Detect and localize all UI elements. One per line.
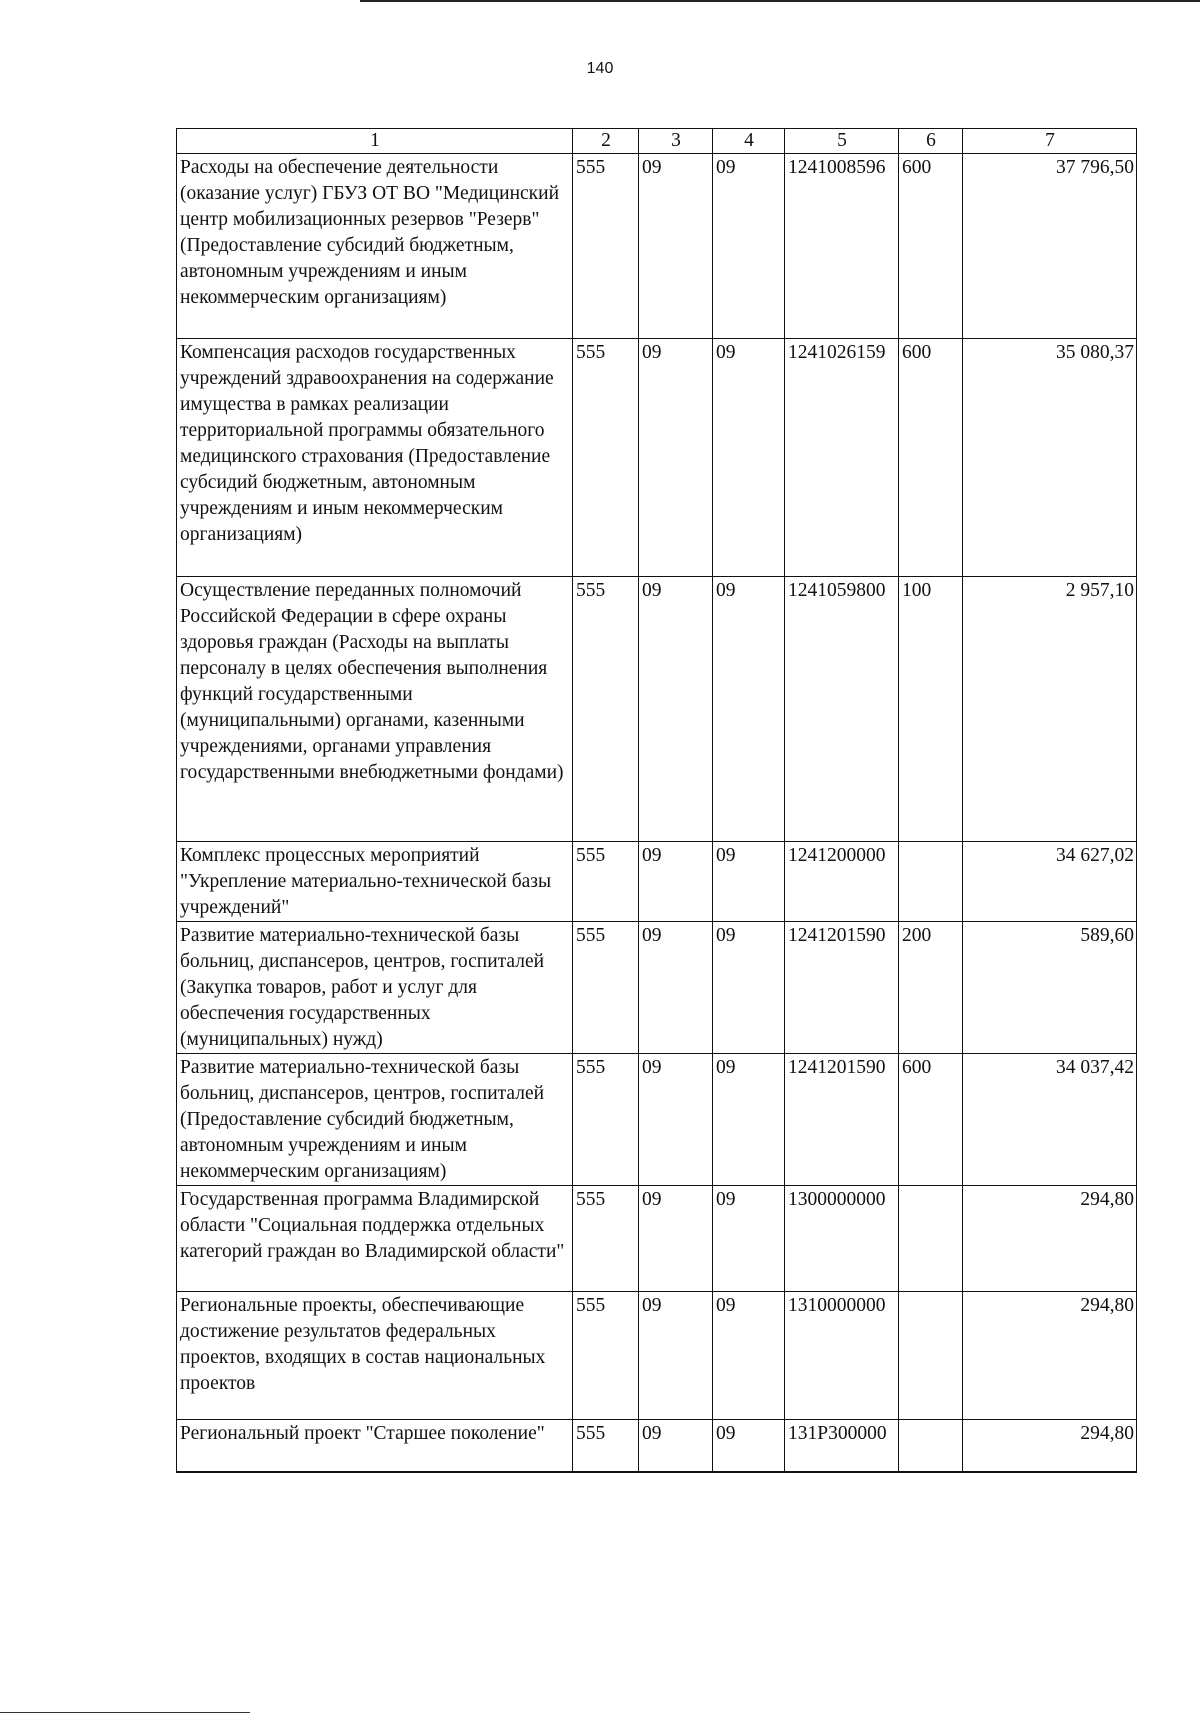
expense-type-code: 600 (899, 154, 963, 339)
amount: 34 037,42 (963, 1054, 1137, 1186)
section-code: 09 (639, 922, 713, 1054)
subsection-code: 09 (713, 154, 785, 339)
expense-name: Развитие материально-технической базы больниц, диспансеров, центров, госпиталей (Предоставление субсидий бюджетным, автономным учреждениям и иным некоммерческим организациям) (177, 1054, 573, 1186)
table-row (177, 577, 1137, 842)
column-header: 5 (785, 129, 899, 154)
amount: 2 957,10 (963, 577, 1137, 842)
amount: 34 627,02 (963, 842, 1137, 922)
expense-name: Развитие материально-технической базы больниц, диспансеров, центров, госпиталей (Закупка товаров, работ и услуг для обеспечения государственных (муниципальных) нужд) (177, 922, 573, 1054)
amount: 294,80 (963, 1292, 1137, 1420)
grbs-code: 555 (573, 1292, 639, 1420)
amount: 35 080,37 (963, 339, 1137, 577)
table-row (177, 154, 1137, 339)
column-header: 4 (713, 129, 785, 154)
page-number: 140 (586, 60, 614, 77)
section-code: 09 (639, 339, 713, 577)
subsection-code: 09 (713, 922, 785, 1054)
section-code: 09 (639, 1420, 713, 1472)
column-header: 6 (899, 129, 963, 154)
column-number-row (177, 129, 1137, 154)
section-code: 09 (639, 154, 713, 339)
expense-name: Государственная программа Владимирской области "Социальная поддержка отдельных категорий граждан во Владимирской области" (177, 1186, 573, 1292)
target-article-code: 1241200000 (785, 842, 899, 922)
expense-name: Осуществление переданных полномочий Российской Федерации в сфере охраны здоровья граждан (Расходы на выплаты персоналу в целях обеспечения выполнения функций государственными (муниципальными) органами, казенными учреждениями, органами управления государственными внебюджетными фондами) (177, 577, 573, 842)
column-header: 7 (963, 129, 1137, 154)
top-rule (360, 0, 1200, 2)
expense-name: Региональный проект "Старшее поколение" (177, 1420, 573, 1472)
expense-type-code (899, 1420, 963, 1472)
subsection-code: 09 (713, 1292, 785, 1420)
expense-type-code: 200 (899, 922, 963, 1054)
subsection-code: 09 (713, 1186, 785, 1292)
table-row (177, 1420, 1137, 1472)
expense-type-code (899, 842, 963, 922)
target-article-code: 1241008596 (785, 154, 899, 339)
amount: 294,80 (963, 1420, 1137, 1472)
expense-type-code: 100 (899, 577, 963, 842)
grbs-code: 555 (573, 154, 639, 339)
grbs-code: 555 (573, 842, 639, 922)
grbs-code: 555 (573, 1054, 639, 1186)
expense-type-code: 600 (899, 1054, 963, 1186)
grbs-code: 555 (573, 1186, 639, 1292)
bottom-left-rule (0, 1712, 250, 1713)
grbs-code: 555 (573, 339, 639, 577)
table-row (177, 842, 1137, 922)
section-code: 09 (639, 1054, 713, 1186)
target-article-code: 1241201590 (785, 1054, 899, 1186)
expense-name: Региональные проекты, обеспечивающие достижение результатов федеральных проектов, входящих в состав национальных проектов (177, 1292, 573, 1420)
table-row (177, 1186, 1137, 1292)
section-code: 09 (639, 842, 713, 922)
expense-type-code (899, 1292, 963, 1420)
column-header: 1 (177, 129, 573, 154)
table-row (177, 1292, 1137, 1420)
section-code: 09 (639, 577, 713, 842)
subsection-code: 09 (713, 577, 785, 842)
subsection-code: 09 (713, 1420, 785, 1472)
expense-name: Компенсация расходов государственных учреждений здравоохранения на содержание имущества в рамках реализации территориальной программы обязательного медицинского страхования (Предоставление субсидий бюджетным, автономным учреждениям и иным некоммерческим организациям) (177, 339, 573, 577)
target-article-code: 1241026159 (785, 339, 899, 577)
budget-table (176, 128, 1137, 1473)
column-header: 2 (573, 129, 639, 154)
grbs-code: 555 (573, 577, 639, 842)
column-header: 3 (639, 129, 713, 154)
target-article-code: 1241201590 (785, 922, 899, 1054)
subsection-code: 09 (713, 1054, 785, 1186)
subsection-code: 09 (713, 842, 785, 922)
amount: 589,60 (963, 922, 1137, 1054)
expense-name: Расходы на обеспечение деятельности (оказание услуг) ГБУЗ ОТ ВО "Медицинский центр мобилизационных резервов "Резерв" (Предоставление субсидий бюджетным, автономным учреждениям и иным некоммерческим организациям) (177, 154, 573, 339)
target-article-code: 1310000000 (785, 1292, 899, 1420)
subsection-code: 09 (713, 339, 785, 577)
table-row (177, 1054, 1137, 1186)
expense-type-code: 600 (899, 339, 963, 577)
section-code: 09 (639, 1186, 713, 1292)
section-code: 09 (639, 1292, 713, 1420)
amount: 37 796,50 (963, 154, 1137, 339)
target-article-code: 1241059800 (785, 577, 899, 842)
target-article-code: 131P300000 (785, 1420, 899, 1472)
expense-type-code (899, 1186, 963, 1292)
grbs-code: 555 (573, 1420, 639, 1472)
table-row (177, 339, 1137, 577)
grbs-code: 555 (573, 922, 639, 1054)
table-row (177, 922, 1137, 1054)
amount: 294,80 (963, 1186, 1137, 1292)
expense-name: Комплекс процессных мероприятий "Укрепление материально-технической базы учреждений" (177, 842, 573, 922)
target-article-code: 1300000000 (785, 1186, 899, 1292)
